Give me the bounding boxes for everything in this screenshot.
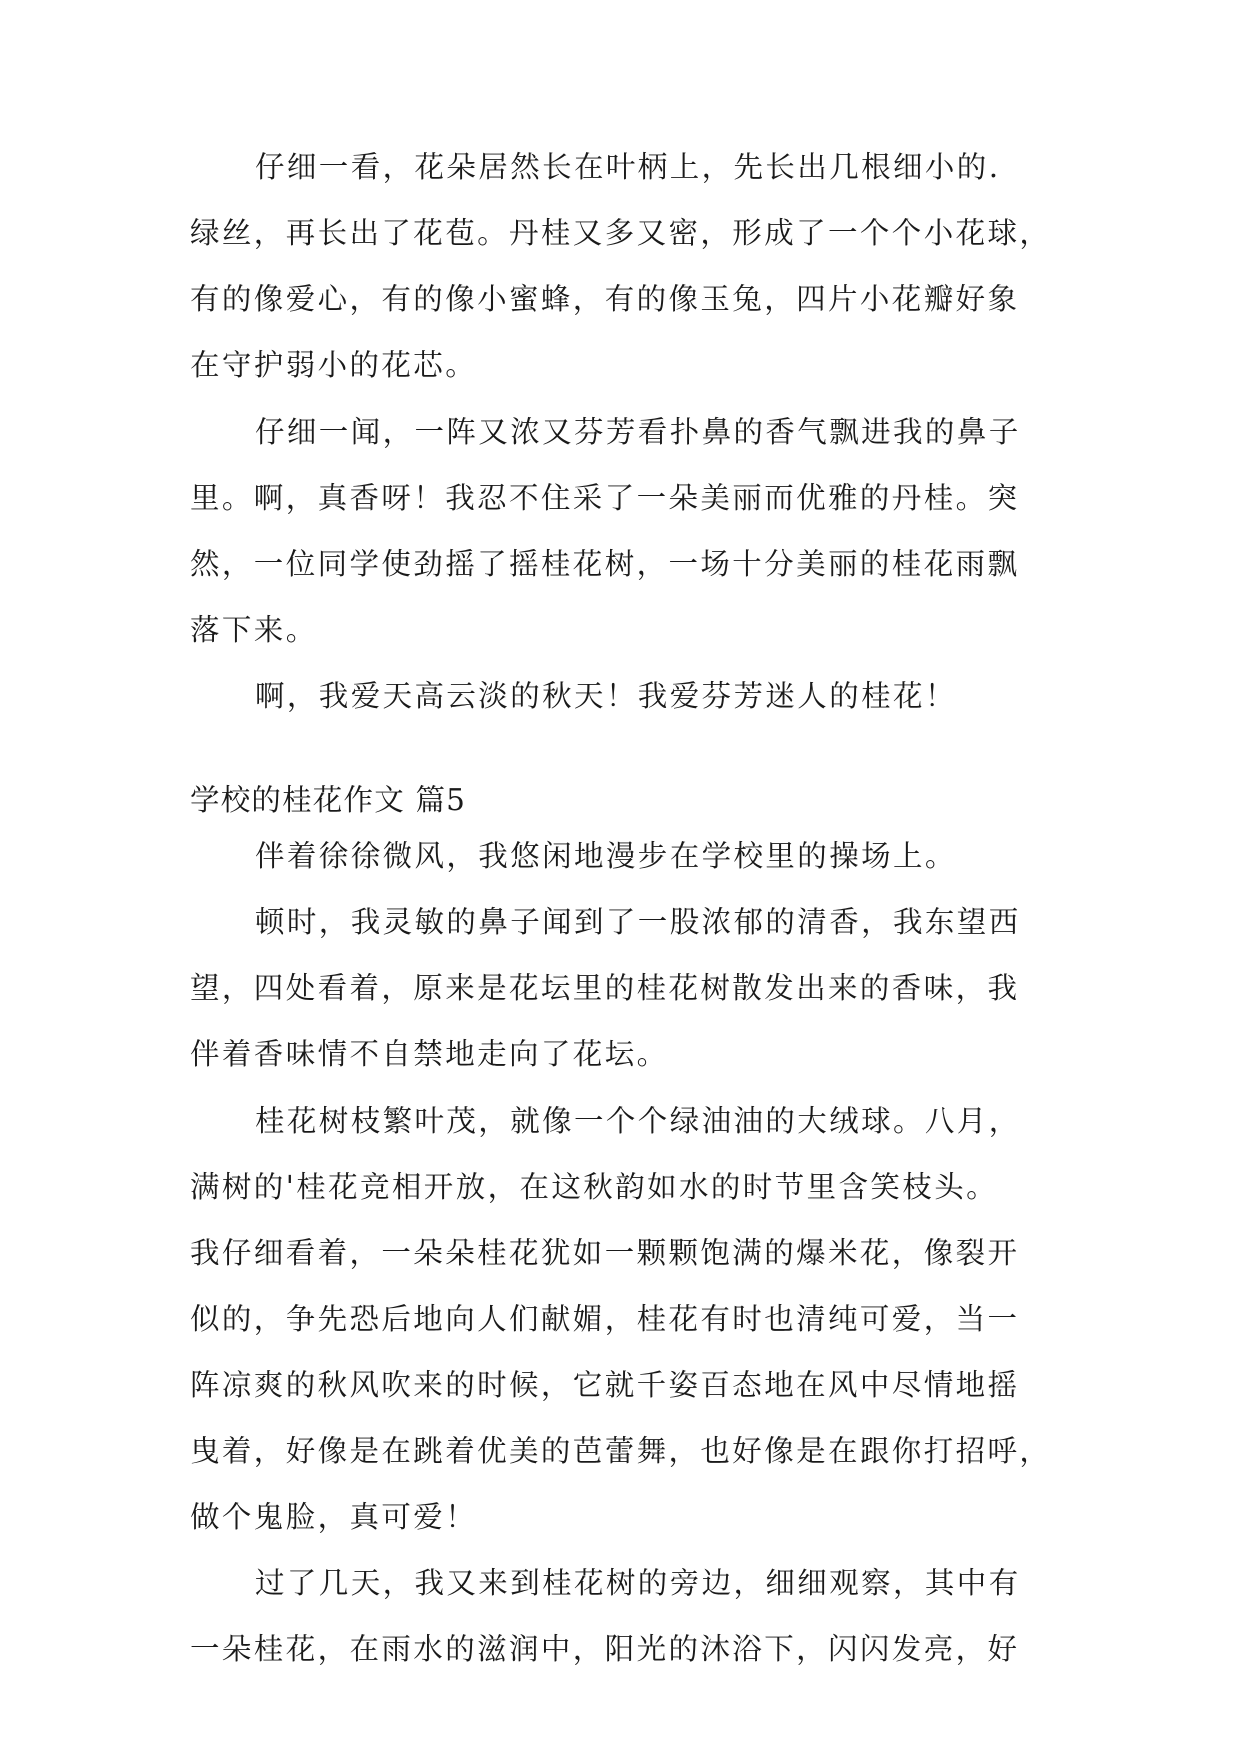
text-line: 做个鬼脸，真可爱！ (190, 1500, 478, 1534)
section-heading: 学校的桂花作文 篇5 (190, 783, 467, 817)
text-line: 顿时，我灵敏的鼻子闻到了一股浓郁的清香，我东望西 (255, 905, 1021, 939)
text-line: 伴着徐徐微风，我悠闲地漫步在学校里的操场上。 (255, 839, 957, 873)
text-line: 伴着香味情不自禁地走向了花坛。 (190, 1037, 669, 1071)
text-line: 我仔细看着，一朵朵桂花犹如一颗颗饱满的爆米花，像裂开 (190, 1236, 1020, 1270)
text-line: 落下来。 (190, 613, 318, 647)
text-line: 然，一位同学使劲摇了摇桂花树，一场十分美丽的桂花雨飘 (190, 547, 1020, 581)
text-line: 过了几天，我又来到桂花树的旁边，细细观察，其中有 (255, 1566, 1021, 1600)
text-line: 一朵桂花，在雨水的滋润中，阳光的沐浴下，闪闪发亮，好 (190, 1632, 1020, 1666)
text-line: 阵凉爽的秋风吹来的时候，它就千姿百态地在风中尽情地摇 (190, 1368, 1020, 1402)
text-line: 绿丝，再长出了花苞。丹桂又多又密，形成了一个个小花球， (190, 216, 1052, 250)
text-line: 仔细一看，花朵居然长在叶柄上，先长出几根细小的. (255, 150, 1001, 184)
text-line: 望，四处看着，原来是花坛里的桂花树散发出来的香味，我 (190, 971, 1020, 1005)
text-line: 啊，我爱天高云淡的秋天！我爱芬芳迷人的桂花！ (255, 679, 957, 713)
text-line: 有的像爱心，有的像小蜜蜂，有的像玉兔，四片小花瓣好象 (190, 282, 1020, 316)
text-line: 满树的'桂花竞相开放，在这秋韵如水的时节里含笑枝头。 (190, 1170, 999, 1204)
text-line: 曳着，好像是在跳着优美的芭蕾舞，也好像是在跟你打招呼， (190, 1434, 1052, 1468)
text-line: 似的，争先恐后地向人们献媚，桂花有时也清纯可爱，当一 (190, 1302, 1020, 1336)
text-line: 桂花树枝繁叶茂，就像一个个绿油油的大绒球。八月， (255, 1104, 1021, 1138)
text-line: 在守护弱小的花芯。 (190, 348, 478, 382)
text-line: 仔细一闻，一阵又浓又芬芳看扑鼻的香气飘进我的鼻子 (255, 415, 1021, 449)
text-line: 里。啊，真香呀！我忍不住采了一朵美丽而优雅的丹桂。突 (190, 481, 1020, 515)
